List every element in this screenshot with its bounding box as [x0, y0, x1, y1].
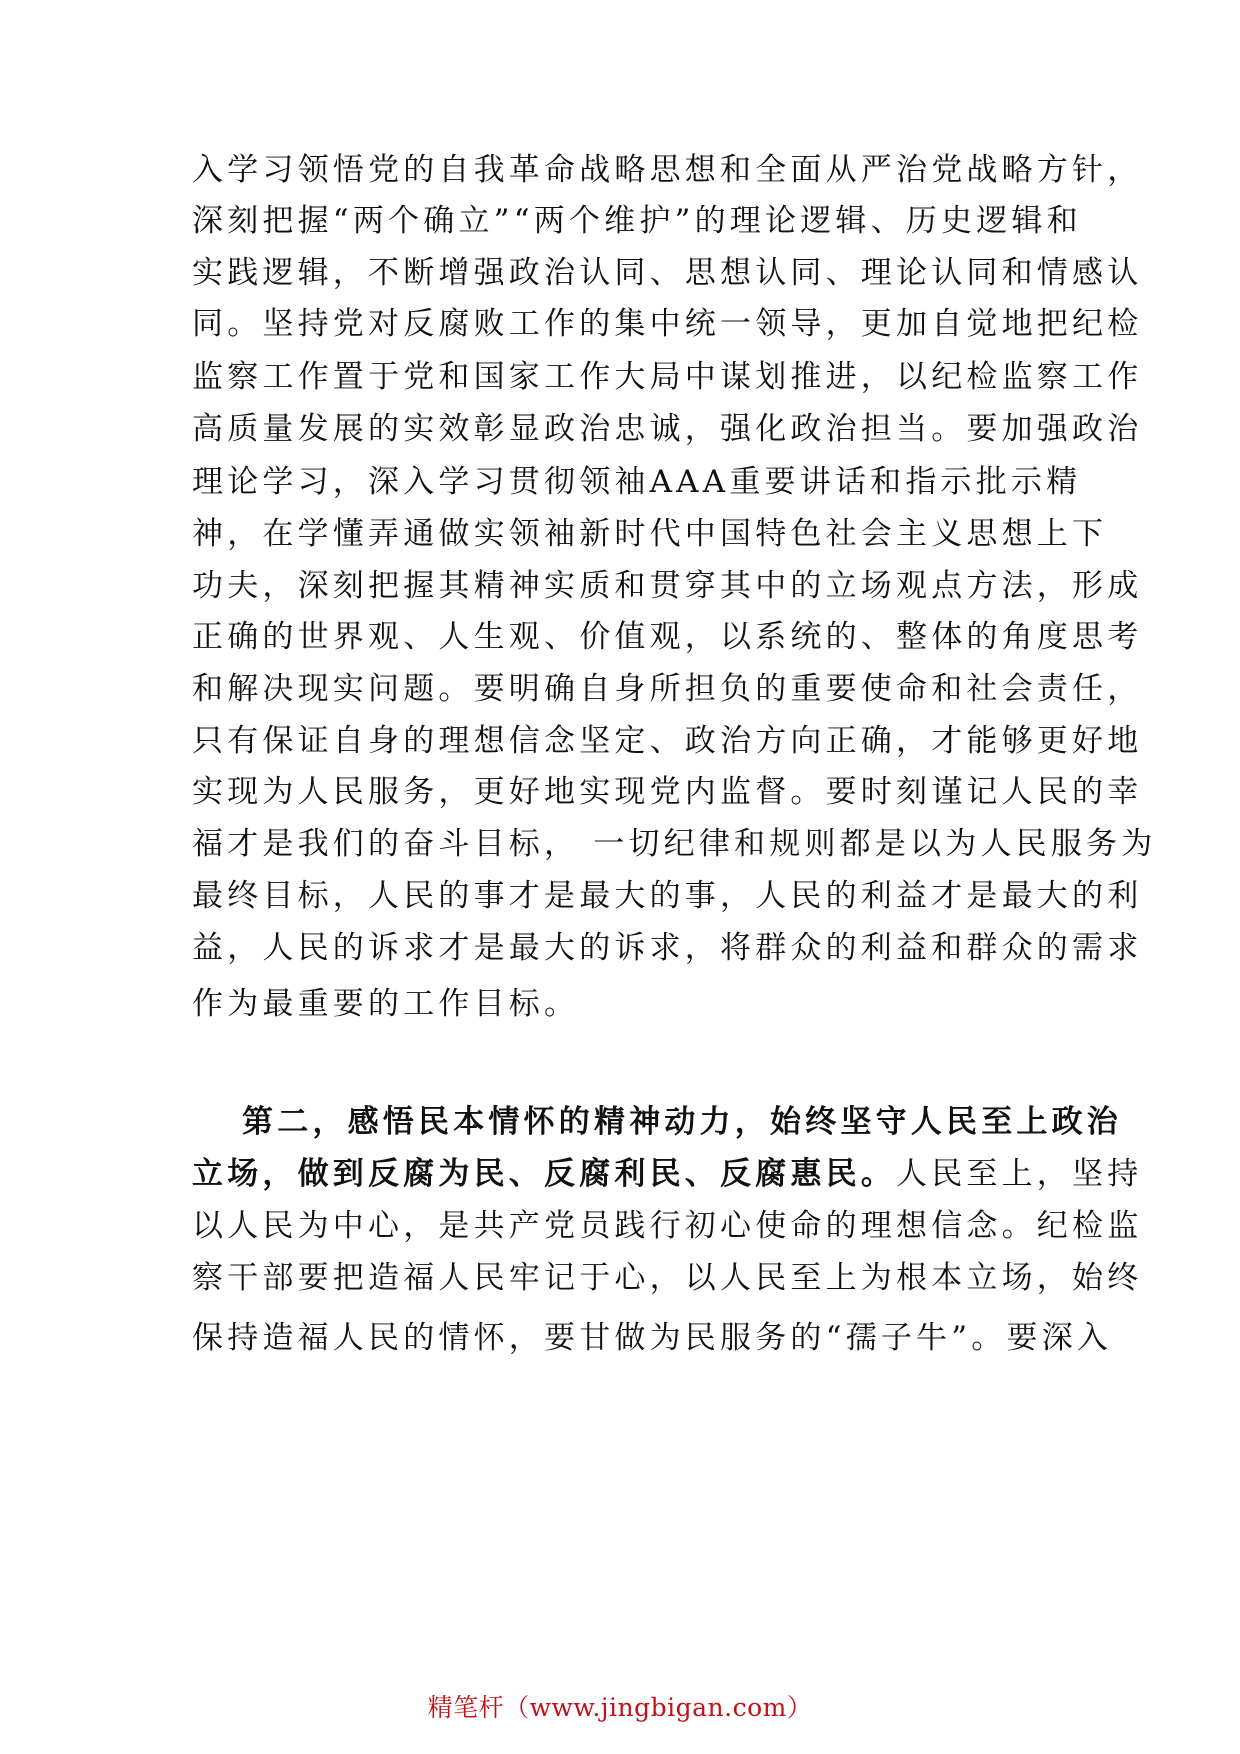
paragraph-line: 只有保证自身的理想信念坚定、政治方向正确，才能够更好地	[192, 723, 1143, 759]
paragraph-line: 监察工作置于党和国家工作大局中谋划推进，以纪检监察工作	[192, 359, 1143, 395]
section-heading: 第二，感悟民本情怀的精神动力，始终坚守人民至上政治	[242, 1104, 1122, 1140]
footer-watermark: 精笔杆（www.jingbigan.com）	[427, 1693, 813, 1722]
paragraph-line: 功夫，深刻把握其精神实质和贯穿其中的立场观点方法，形成	[192, 568, 1143, 604]
paragraph-line: 同。坚持党对反腐败工作的集中统一领导，更加自觉地把纪检	[192, 306, 1143, 342]
paragraph-line: 益，人民的诉求才是最大的诉求，将群众的利益和群众的需求	[192, 930, 1143, 966]
paragraph-line: 入学习领悟党的自我革命战略思想和全面从严治党战略方针，	[192, 152, 1143, 188]
paragraph-line: 和解决现实问题。要明确自身所担负的重要使命和社会责任，	[192, 671, 1143, 707]
paragraph-text: 人民至上，坚持	[896, 1156, 1143, 1192]
paragraph-line: 正确的世界观、人生观、价值观，以系统的、整体的角度思考	[192, 619, 1143, 655]
paragraph-line: 实现为人民服务，更好地实现党内监督。要时刻谨记人民的幸	[192, 774, 1143, 810]
paragraph-line	[192, 1154, 1142, 1194]
paragraph-line: 福才是我们的奋斗目标， 一切纪律和规则都是以为人民服务为	[192, 826, 1157, 862]
paragraph-line: 保持造福人民的情怀，要甘做为民服务的“孺子牛”。要深入	[192, 1320, 1113, 1356]
paragraph-line: 实践逻辑，不断增强政治认同、思想认同、理论认同和情感认	[192, 255, 1143, 291]
paragraph-line: 高质量发展的实效彰显政治忠诚，强化政治担当。要加强政治	[192, 411, 1143, 447]
paragraph-line: 深刻把握“两个确立”“两个维护”的理论逻辑、历史逻辑和	[192, 203, 1082, 239]
paragraph-line: 理论学习，深入学习贯彻领袖AAA重要讲话和指示批示精	[192, 464, 1082, 500]
paragraph-line: 作为最重要的工作目标。	[192, 986, 580, 1022]
paragraph-line: 神，在学懂弄通做实领袖新时代中国特色社会主义思想上下	[192, 516, 1108, 552]
section-heading-continued: 立场，做到反腐为民、反腐利民、反腐惠民。	[192, 1156, 896, 1192]
paragraph-line: 最终目标，人民的事才是最大的事，人民的利益才是最大的利	[192, 878, 1143, 914]
paragraph-line: 察干部要把造福人民牢记于心，以人民至上为根本立场，始终	[192, 1260, 1143, 1296]
paragraph-line: 以人民为中心，是共产党员践行初心使命的理想信念。纪检监	[192, 1208, 1143, 1244]
